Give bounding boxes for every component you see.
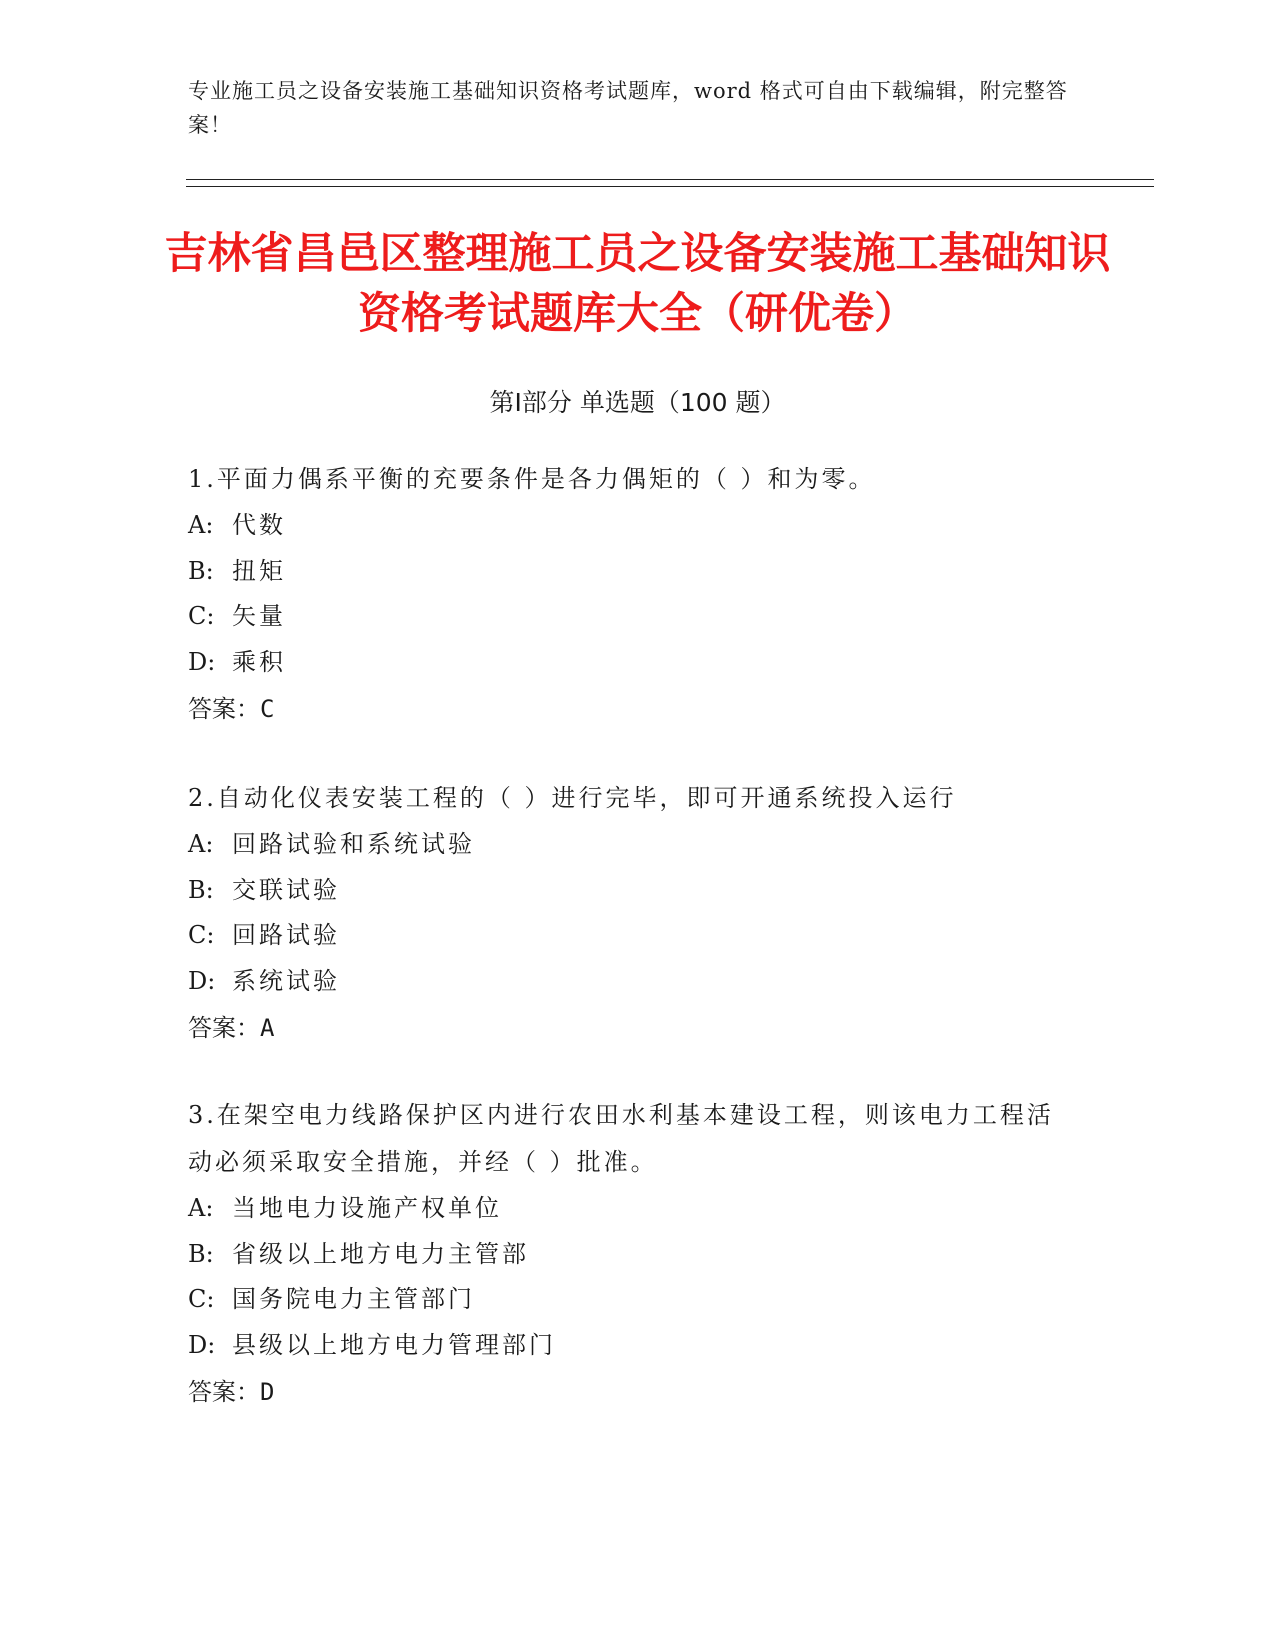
- option-a: [188, 1186, 1068, 1232]
- answer-value: A: [260, 1014, 275, 1042]
- answer-line: [188, 1004, 1068, 1052]
- answer-value: D: [260, 1378, 275, 1406]
- option-b: [188, 549, 1068, 595]
- question-stem: 2.自动化仪表安装工程的（ ）进行完毕，即可开通系统投入运行: [188, 784, 957, 812]
- answer-label: 答案：: [188, 1014, 260, 1042]
- option-a: [188, 822, 1068, 868]
- answer-label: 答案：: [188, 1378, 260, 1406]
- option-c: [188, 913, 1068, 959]
- option-letter: B:: [188, 1239, 214, 1268]
- option-text: 国务院电力主管部门: [232, 1285, 475, 1313]
- option-text: 乘积: [232, 647, 286, 676]
- option-letter: A:: [188, 1194, 214, 1222]
- option-letter: C:: [188, 602, 215, 630]
- option-d: [188, 640, 1068, 686]
- answer-line: [188, 1368, 1068, 1416]
- option-text: 交联试验: [232, 875, 340, 904]
- option-d: [188, 1323, 1068, 1369]
- header-rule-bottom: [186, 186, 1154, 187]
- answer-value: C: [260, 695, 275, 723]
- option-text: 回路试验: [232, 921, 340, 949]
- option-text: 系统试验: [232, 966, 340, 995]
- answer-label: 答案：: [188, 695, 260, 723]
- option-text: 扭矩: [232, 556, 286, 585]
- option-letter: B:: [188, 875, 214, 904]
- document-title: 吉林省昌邑区整理施工员之设备安装施工基础知识资格考试题库大全（研优卷）: [164, 229, 1111, 339]
- option-text: 回路试验和系统试验: [232, 830, 475, 858]
- option-text: 省级以上地方电力主管部: [232, 1239, 529, 1268]
- header-rule-top: [186, 179, 1154, 180]
- answer-line: [188, 685, 1068, 733]
- section-heading: 第Ⅰ部分 单选题（100 题）: [489, 388, 786, 417]
- option-a: [188, 503, 1068, 549]
- header-note: 专业施工员之设备安装施工基础知识资格考试题库，word 格式可自由下载编辑，附完整答案！: [188, 79, 1068, 137]
- option-text: 代数: [232, 511, 286, 539]
- option-b: [188, 868, 1068, 914]
- option-letter: A:: [188, 511, 214, 539]
- option-text: 县级以上地方电力管理部门: [232, 1330, 556, 1359]
- option-letter: B:: [188, 556, 214, 585]
- option-letter: C:: [188, 921, 215, 949]
- question-1: [188, 456, 1068, 733]
- option-c: [188, 594, 1068, 640]
- question-stem: 1.平面力偶系平衡的充要条件是各力偶矩的（ ）和为零。: [188, 465, 876, 493]
- option-letter: D:: [188, 966, 216, 995]
- question-2: [188, 775, 1068, 1052]
- option-c: [188, 1277, 1068, 1323]
- option-letter: D:: [188, 647, 216, 676]
- option-text: 矢量: [232, 602, 286, 630]
- option-d: [188, 959, 1068, 1005]
- option-letter: D:: [188, 1330, 216, 1359]
- question-3: [188, 1092, 1068, 1416]
- question-stem: 3.在架空电力线路保护区内进行农田水利基本建设工程，则该电力工程活动必须采取安全措施，并经（ ）批准。: [188, 1101, 1054, 1176]
- option-text: 当地电力设施产权单位: [232, 1194, 502, 1222]
- option-letter: A:: [188, 830, 214, 858]
- option-b: [188, 1232, 1068, 1278]
- option-letter: C:: [188, 1285, 215, 1313]
